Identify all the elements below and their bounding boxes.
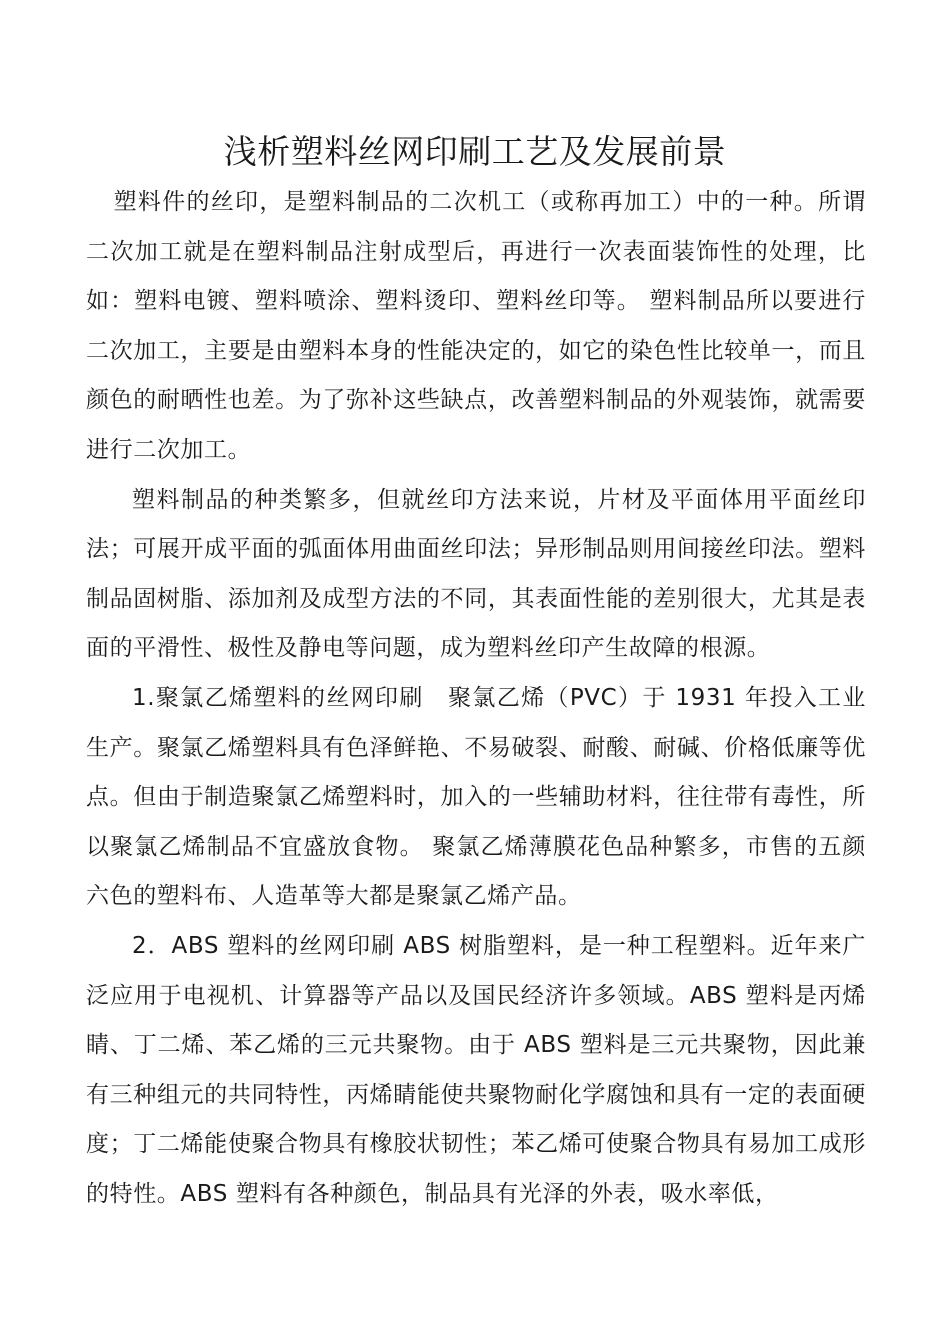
paragraph-methods: 塑料制品的种类繁多，但就丝印方法来说，片材及平面体用平面丝印法；可展开成平面的弧面体用曲面丝印法；异形制品则用间接丝印法。塑料制品固树脂、添加剂及成型方法的不同，其表面性能的差别很大，尤其是表面的平滑性、极性及静电等问题，成为塑料丝印产生故障的根源。 xyxy=(86,486,866,662)
document-title: 浅析塑料丝网印刷工艺及发展前景 xyxy=(223,132,727,171)
paragraph-intro: 塑料件的丝印，是塑料制品的二次机工（或称再加工）中的一种。所谓二次加工就是在塑料制品注射成型后，再进行一次表面装饰性的处理，比如：塑料电镀、塑料喷涂、塑料烫印、塑料丝印等。 塑料制品所以要进行二次加工，主要是由塑料本身的性能决定的，如它的染色性比较单一，而且颜色的耐晒性也差。为了弥补这些缺点，改善塑料制品的外观装饰，就需要进行二次加工。 xyxy=(86,189,866,463)
paragraph-abs: 2．ABS 塑料的丝网印刷 ABS 树脂塑料，是一种工程塑料。近年来广泛应用于电视机、计算器等产品以及国民经济许多领域。ABS 塑料是丙烯睛、丁二烯、苯乙烯的三元共聚物。由于 ABS 塑料是三元共聚物，因此兼有三种组元的共同特性，丙烯睛能使共聚物耐化学腐蚀和具有一定的表面硬度；丁二烯能使聚合物具有橡胶状韧性；苯乙烯可使聚合物具有易加工成形的特性。ABS 塑料有各种颜色，制品具有光泽的外表，吸水率低， xyxy=(86,932,866,1207)
document-body xyxy=(86,178,866,1219)
paragraph-pvc: 1.聚氯乙烯塑料的丝网印刷 聚氯乙烯（PVC）于 1931 年投入工业生产。聚氯乙烯塑料具有色泽鲜艳、不易破裂、耐酸、耐碱、价格低廉等优点。但由于制造聚氯乙烯塑料时，加入的一些辅助材料，往往带有毒性，所以聚氯乙烯制品不宜盛放食物。 聚氯乙烯薄膜花色品种繁多，市售的五颜六色的塑料布、人造革等大都是聚氯乙烯产品。 xyxy=(86,684,866,910)
